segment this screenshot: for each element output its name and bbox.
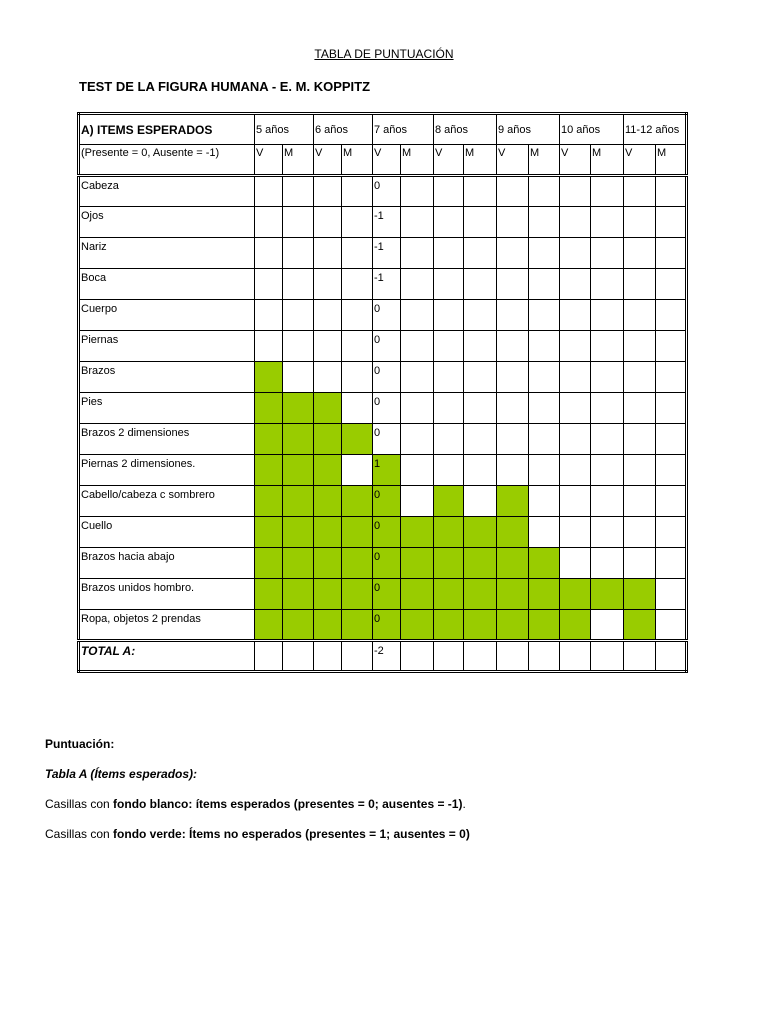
score-cell <box>529 362 560 393</box>
score-cell: 0 <box>373 548 401 579</box>
score-cell: -1 <box>373 207 401 238</box>
item-label: Cabeza <box>79 176 255 207</box>
score-cell <box>656 424 687 455</box>
table-row <box>79 610 687 641</box>
table-row <box>79 548 687 579</box>
document-title: TABLA DE PUNTUACIÓN <box>314 47 454 61</box>
score-cell <box>591 486 624 517</box>
score-cell <box>560 176 591 207</box>
score-cell <box>314 610 342 641</box>
score-cell <box>283 331 314 362</box>
score-cell <box>591 176 624 207</box>
score-cell <box>591 207 624 238</box>
score-cell <box>255 207 283 238</box>
score-cell <box>464 176 497 207</box>
table-row <box>79 424 687 455</box>
item-label: Piernas <box>79 331 255 362</box>
score-cell <box>529 424 560 455</box>
age-group-header: 10 años <box>560 114 624 145</box>
score-cell <box>401 269 434 300</box>
score-cell <box>283 300 314 331</box>
score-cell <box>591 424 624 455</box>
test-name-heading: TEST DE LA FIGURA HUMANA - E. M. KOPPITZ <box>79 79 371 94</box>
score-cell <box>283 393 314 424</box>
score-cell <box>283 269 314 300</box>
score-cell <box>624 579 656 610</box>
score-cell <box>401 610 434 641</box>
score-cell <box>656 610 687 641</box>
score-cell <box>591 300 624 331</box>
score-cell <box>401 579 434 610</box>
score-cell <box>255 238 283 269</box>
score-cell <box>314 548 342 579</box>
score-cell <box>529 610 560 641</box>
total-label: TOTAL A: <box>79 641 255 672</box>
sex-header-m: M <box>283 145 314 176</box>
score-cell <box>255 393 283 424</box>
item-label: Boca <box>79 269 255 300</box>
score-cell <box>464 610 497 641</box>
score-cell <box>624 455 656 486</box>
score-cell <box>497 455 529 486</box>
sex-header-v: V <box>434 145 464 176</box>
score-cell <box>434 300 464 331</box>
table-row <box>79 362 687 393</box>
score-cell <box>401 176 434 207</box>
sex-header-m: M <box>401 145 434 176</box>
score-cell <box>255 176 283 207</box>
score-cell <box>401 486 434 517</box>
score-cell <box>255 610 283 641</box>
total-cell <box>255 641 283 672</box>
score-cell <box>283 424 314 455</box>
score-cell <box>314 579 342 610</box>
score-cell <box>560 331 591 362</box>
score-cell <box>497 486 529 517</box>
score-cell <box>314 517 342 548</box>
score-cell <box>529 455 560 486</box>
score-cell <box>283 610 314 641</box>
score-cell <box>401 207 434 238</box>
score-cell <box>560 579 591 610</box>
score-cell <box>434 393 464 424</box>
sex-header-v: V <box>497 145 529 176</box>
score-cell <box>283 176 314 207</box>
score-cell: 0 <box>373 486 401 517</box>
table-row <box>79 331 687 362</box>
score-cell <box>342 362 373 393</box>
score-cell <box>656 517 687 548</box>
score-cell <box>342 238 373 269</box>
score-cell <box>497 393 529 424</box>
score-cell <box>401 424 434 455</box>
score-cell <box>464 300 497 331</box>
score-cell <box>464 393 497 424</box>
age-group-header: 11-12 años <box>624 114 687 145</box>
score-cell <box>464 269 497 300</box>
item-label: Pies <box>79 393 255 424</box>
score-cell <box>314 424 342 455</box>
section-title: A) ITEMS ESPERADOS <box>79 114 255 145</box>
sex-header-v: V <box>373 145 401 176</box>
table-header-ages <box>79 114 687 145</box>
table-row <box>79 300 687 331</box>
score-cell <box>283 517 314 548</box>
score-cell <box>464 331 497 362</box>
score-cell <box>255 579 283 610</box>
score-cell <box>255 548 283 579</box>
score-cell <box>342 579 373 610</box>
score-cell <box>342 486 373 517</box>
score-cell <box>434 486 464 517</box>
score-cell <box>314 393 342 424</box>
score-cell <box>624 207 656 238</box>
score-cell <box>255 300 283 331</box>
score-cell <box>497 424 529 455</box>
score-cell <box>314 455 342 486</box>
score-cell <box>529 548 560 579</box>
score-cell <box>434 548 464 579</box>
sex-header-m: M <box>591 145 624 176</box>
score-cell <box>529 176 560 207</box>
legend-line-white-suffix: . <box>462 797 466 811</box>
total-cell <box>283 641 314 672</box>
sex-header-v: V <box>314 145 342 176</box>
score-cell <box>314 176 342 207</box>
score-cell <box>283 548 314 579</box>
sex-header-m: M <box>342 145 373 176</box>
score-cell <box>255 455 283 486</box>
score-cell <box>497 269 529 300</box>
item-label: Brazos hacia abajo <box>79 548 255 579</box>
score-cell <box>464 486 497 517</box>
score-cell <box>255 331 283 362</box>
score-cell <box>342 424 373 455</box>
total-cell <box>342 641 373 672</box>
score-cell <box>591 548 624 579</box>
legend-line-white-rest: : ítems esperados (presentes = 0; ausentes = -1) <box>188 797 463 811</box>
score-cell <box>529 238 560 269</box>
total-cell <box>591 641 624 672</box>
score-cell <box>529 300 560 331</box>
score-cell <box>434 455 464 486</box>
score-cell <box>464 424 497 455</box>
score-cell <box>529 517 560 548</box>
score-cell <box>497 331 529 362</box>
score-cell <box>314 300 342 331</box>
item-label: Brazos <box>79 362 255 393</box>
table-row <box>79 176 687 207</box>
item-label: Cuello <box>79 517 255 548</box>
score-cell <box>401 238 434 269</box>
score-cell <box>314 207 342 238</box>
score-cell <box>624 610 656 641</box>
score-cell <box>560 300 591 331</box>
score-cell <box>529 393 560 424</box>
score-cell <box>283 579 314 610</box>
item-label: Brazos unidos hombro. <box>79 579 255 610</box>
total-cell <box>401 641 434 672</box>
score-cell <box>314 238 342 269</box>
table-row <box>79 579 687 610</box>
score-cell <box>656 486 687 517</box>
score-cell <box>434 269 464 300</box>
score-cell <box>497 579 529 610</box>
score-cell <box>283 207 314 238</box>
score-cell <box>464 207 497 238</box>
score-cell <box>314 331 342 362</box>
sex-header-m: M <box>529 145 560 176</box>
score-cell <box>434 207 464 238</box>
item-label: Ojos <box>79 207 255 238</box>
score-cell <box>314 486 342 517</box>
score-cell <box>255 362 283 393</box>
score-cell <box>464 455 497 486</box>
total-cell <box>656 641 687 672</box>
table-row <box>79 238 687 269</box>
item-label: Piernas 2 dimensiones. <box>79 455 255 486</box>
score-cell <box>591 610 624 641</box>
legend-line-green-prefix: Casillas con <box>45 827 114 841</box>
table-row <box>79 393 687 424</box>
score-cell <box>560 548 591 579</box>
score-cell <box>624 486 656 517</box>
score-cell <box>591 238 624 269</box>
scoring-table <box>77 112 688 673</box>
score-cell <box>560 424 591 455</box>
age-group-header: 6 años <box>314 114 373 145</box>
table-row <box>79 455 687 486</box>
score-cell <box>342 517 373 548</box>
item-label: Brazos 2 dimensiones <box>79 424 255 455</box>
score-cell <box>560 207 591 238</box>
scoring-hint: (Presente = 0, Ausente = -1) <box>79 145 255 176</box>
score-cell <box>656 548 687 579</box>
table-row <box>79 486 687 517</box>
item-label: Cuerpo <box>79 300 255 331</box>
score-cell <box>434 579 464 610</box>
score-cell <box>434 238 464 269</box>
score-cell <box>314 362 342 393</box>
score-cell <box>497 207 529 238</box>
score-cell: 0 <box>373 300 401 331</box>
score-cell <box>591 269 624 300</box>
item-label: Nariz <box>79 238 255 269</box>
legend-line-white-prefix: Casillas con <box>45 797 114 811</box>
score-cell <box>342 393 373 424</box>
score-cell <box>497 548 529 579</box>
score-cell: 0 <box>373 579 401 610</box>
score-cell <box>434 362 464 393</box>
score-cell <box>497 362 529 393</box>
table-row <box>79 517 687 548</box>
score-cell <box>656 393 687 424</box>
score-cell <box>529 486 560 517</box>
score-cell <box>656 300 687 331</box>
score-cell <box>283 362 314 393</box>
sex-header-v: V <box>560 145 591 176</box>
score-cell <box>624 393 656 424</box>
total-cell: -2 <box>373 641 401 672</box>
total-row <box>79 641 687 672</box>
table-header-sex <box>79 145 687 176</box>
score-cell <box>497 517 529 548</box>
score-cell <box>342 610 373 641</box>
score-cell <box>529 579 560 610</box>
score-cell <box>624 517 656 548</box>
score-cell <box>624 176 656 207</box>
total-cell <box>497 641 529 672</box>
item-label: Ropa, objetos 2 prendas <box>79 610 255 641</box>
score-cell <box>656 579 687 610</box>
score-cell <box>464 548 497 579</box>
score-cell <box>342 331 373 362</box>
legend-line-white-emphasis: fondo blanco <box>113 797 189 811</box>
score-cell: -1 <box>373 238 401 269</box>
score-cell <box>624 424 656 455</box>
sex-header-v: V <box>255 145 283 176</box>
total-cell <box>314 641 342 672</box>
score-cell <box>401 548 434 579</box>
score-cell <box>342 176 373 207</box>
score-cell <box>342 548 373 579</box>
score-cell <box>656 362 687 393</box>
legend-subheading: Tabla A (Ítems esperados): <box>45 767 198 781</box>
score-cell <box>591 393 624 424</box>
score-cell <box>401 362 434 393</box>
score-cell: -1 <box>373 269 401 300</box>
table-row <box>79 207 687 238</box>
score-cell <box>560 610 591 641</box>
score-cell <box>624 548 656 579</box>
score-cell <box>560 393 591 424</box>
score-cell <box>255 486 283 517</box>
score-cell <box>624 269 656 300</box>
legend-line-white <box>45 797 466 811</box>
score-cell <box>591 455 624 486</box>
score-cell <box>624 331 656 362</box>
legend-line-green-emphasis: fondo verde: Ítems no esperados (presentes = 1; ausentes = 0) <box>113 827 470 841</box>
age-group-header: 8 años <box>434 114 497 145</box>
score-cell: 0 <box>373 331 401 362</box>
score-cell <box>464 362 497 393</box>
score-cell <box>255 424 283 455</box>
score-cell <box>497 176 529 207</box>
score-cell <box>560 362 591 393</box>
score-cell <box>656 238 687 269</box>
sex-header-m: M <box>656 145 687 176</box>
item-label: Cabello/cabeza c sombrero <box>79 486 255 517</box>
score-cell <box>560 269 591 300</box>
score-cell <box>434 176 464 207</box>
score-cell: 0 <box>373 424 401 455</box>
total-cell <box>529 641 560 672</box>
score-cell: 0 <box>373 362 401 393</box>
score-cell <box>529 269 560 300</box>
total-cell <box>434 641 464 672</box>
score-cell <box>314 269 342 300</box>
age-group-header: 7 años <box>373 114 434 145</box>
score-cell <box>656 269 687 300</box>
score-cell <box>497 238 529 269</box>
score-cell <box>656 176 687 207</box>
score-cell <box>591 331 624 362</box>
score-cell <box>560 486 591 517</box>
score-cell <box>497 300 529 331</box>
table-row <box>79 269 687 300</box>
total-cell <box>464 641 497 672</box>
score-cell <box>283 238 314 269</box>
score-cell <box>656 207 687 238</box>
score-cell <box>591 362 624 393</box>
score-cell <box>656 331 687 362</box>
score-cell <box>434 517 464 548</box>
score-cell <box>401 393 434 424</box>
score-cell: 0 <box>373 393 401 424</box>
score-cell <box>656 455 687 486</box>
legend-line-green <box>45 827 470 841</box>
score-cell <box>464 238 497 269</box>
score-cell <box>624 300 656 331</box>
score-cell <box>401 455 434 486</box>
score-cell <box>497 610 529 641</box>
score-cell: 1 <box>373 455 401 486</box>
score-cell <box>342 207 373 238</box>
score-cell <box>464 517 497 548</box>
score-cell <box>283 486 314 517</box>
score-cell <box>434 610 464 641</box>
sex-header-m: M <box>464 145 497 176</box>
score-cell <box>624 238 656 269</box>
score-cell <box>591 517 624 548</box>
score-cell <box>434 424 464 455</box>
score-cell <box>529 207 560 238</box>
score-cell <box>342 455 373 486</box>
score-cell <box>342 300 373 331</box>
score-cell <box>560 238 591 269</box>
sex-header-v: V <box>624 145 656 176</box>
score-cell <box>342 269 373 300</box>
score-cell: 0 <box>373 176 401 207</box>
score-cell <box>283 455 314 486</box>
score-cell <box>255 269 283 300</box>
score-cell <box>401 517 434 548</box>
score-cell <box>529 331 560 362</box>
score-cell: 0 <box>373 610 401 641</box>
score-cell <box>464 579 497 610</box>
score-cell: 0 <box>373 517 401 548</box>
score-cell <box>255 517 283 548</box>
score-cell <box>434 331 464 362</box>
score-cell <box>560 455 591 486</box>
age-group-header: 9 años <box>497 114 560 145</box>
age-group-header: 5 años <box>255 114 314 145</box>
total-cell <box>624 641 656 672</box>
score-cell <box>401 331 434 362</box>
legend-heading: Puntuación: <box>45 737 115 751</box>
score-cell <box>624 362 656 393</box>
score-cell <box>401 300 434 331</box>
score-cell <box>591 579 624 610</box>
score-cell <box>560 517 591 548</box>
total-cell <box>560 641 591 672</box>
